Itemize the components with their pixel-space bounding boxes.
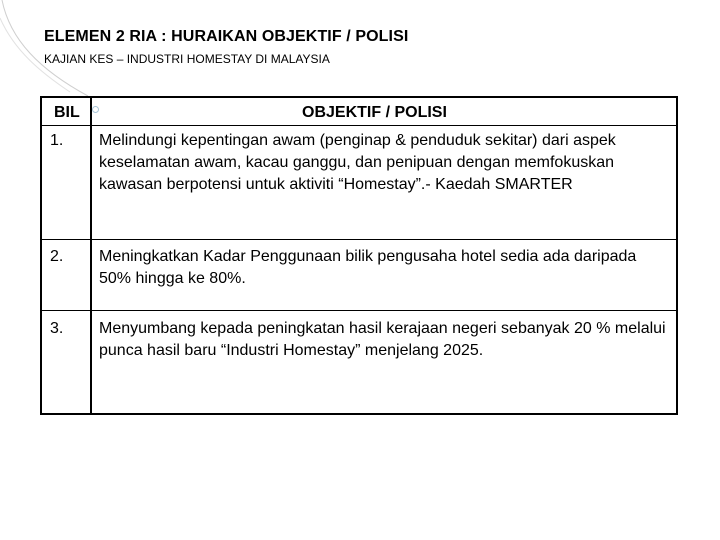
row-1-number: 1. (50, 132, 64, 149)
row-divider (42, 125, 676, 126)
row-divider (42, 310, 676, 311)
objectives-table (40, 96, 678, 415)
bullet-circle-icon (92, 106, 99, 113)
row-divider (42, 239, 676, 240)
row-1-objective: Melindungi kepentingan awam (penginap & penduduk sekitar) dari aspek keselamatan awam, kacau ganggu, dan penipuan dengan memfokuskan kawasan berpotensi untuk aktiviti “Homestay”.- Kaedah SMARTER (99, 132, 616, 193)
row-2-number: 2. (50, 248, 64, 265)
page-title: ELEMEN 2 RIA : HURAIKAN OBJEKTIF / POLISI (44, 28, 409, 45)
row-3-number: 3. (50, 320, 64, 337)
row-2-objective: Meningkatkan Kadar Penggunaan bilik pengusaha hotel sedia ada daripada 50% hingga ke 80%. (99, 248, 637, 287)
header-bil: BIL (54, 104, 80, 121)
page-subtitle: KAJIAN KES – INDUSTRI HOMESTAY DI MALAYSIA (44, 52, 330, 66)
column-divider (90, 98, 92, 413)
decorative-curve (0, 0, 90, 100)
row-3-objective: Menyumbang kepada peningkatan hasil kerajaan negeri sebanyak 20 % melalui punca hasil baru “Industri Homestay” menjelang 2025. (99, 320, 666, 359)
header-objektif: OBJEKTIF / POLISI (302, 104, 447, 121)
